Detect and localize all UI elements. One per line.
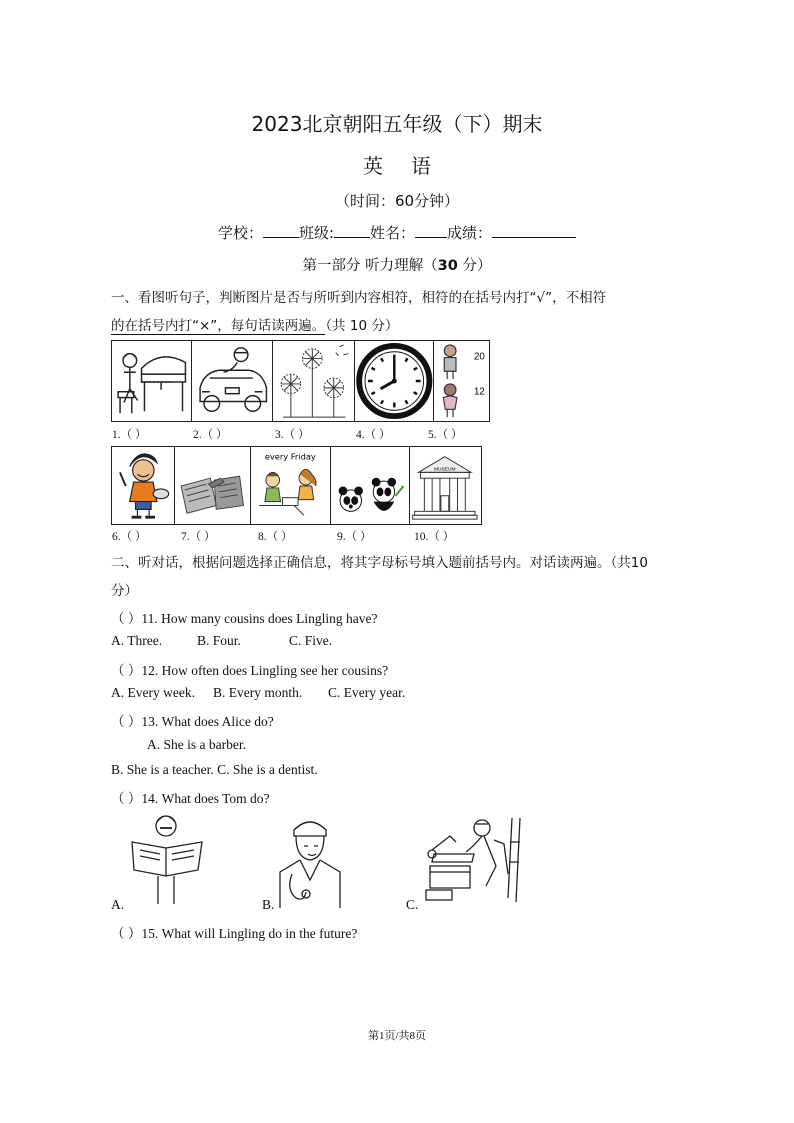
museum-sign: MUSEUM bbox=[434, 467, 456, 473]
q11-option-b: B. Four. bbox=[197, 633, 241, 648]
q7-label: 7.（ ） bbox=[181, 531, 216, 543]
q11-option-a: A. Three. bbox=[111, 633, 163, 648]
question-11: （ ）11. How many cousins does Lingling have? bbox=[111, 611, 378, 626]
doctor-picture bbox=[270, 812, 350, 910]
subject-title: 英语 bbox=[363, 154, 459, 178]
question-14: （ ）14. What does Tom do? bbox=[111, 791, 270, 806]
every-friday-caption: every Friday bbox=[265, 451, 317, 462]
q4-label: 4.（ ） bbox=[356, 429, 391, 441]
museum-picture bbox=[410, 447, 481, 524]
age-kids-picture bbox=[434, 341, 489, 421]
desk-writer-picture bbox=[424, 812, 528, 910]
question-13: （ ）13. What does Alice do? bbox=[111, 714, 274, 729]
school-blank bbox=[263, 223, 299, 238]
pandas-picture bbox=[331, 447, 411, 524]
q14-option-c: C. bbox=[406, 897, 419, 912]
q12-option-b: B. Every month. bbox=[213, 685, 303, 700]
newspaper-reader-picture bbox=[128, 812, 206, 908]
name-blank bbox=[415, 223, 447, 238]
q13-option-a: A. She is a barber. bbox=[147, 737, 246, 752]
question-15: （ ）15. What will Lingling do in the future? bbox=[111, 926, 358, 941]
class-blank bbox=[334, 223, 370, 238]
q1-label: 1.（ ） bbox=[112, 429, 147, 441]
picture-row-1 bbox=[111, 340, 490, 422]
q5-label: 5.（ ） bbox=[428, 429, 463, 441]
newspaper-picture bbox=[175, 447, 252, 524]
section2-instruction-line2: 分） bbox=[111, 583, 138, 599]
q6-label: 6.（ ） bbox=[112, 531, 147, 543]
q2-label: 2.（ ） bbox=[193, 429, 228, 441]
q13-options-bc: B. She is a teacher. C. She is a dentist. bbox=[111, 762, 318, 777]
piano-girl-picture bbox=[112, 341, 192, 421]
name-label: 姓名： bbox=[370, 224, 416, 242]
page-footer: 第1页/共8页 bbox=[367, 1030, 427, 1042]
q11-option-c: C. Five. bbox=[289, 633, 333, 648]
q10-label: 10.（ ） bbox=[414, 531, 455, 543]
dandelion-picture bbox=[273, 341, 355, 421]
clock-picture bbox=[355, 341, 435, 421]
q14-option-a: A. bbox=[111, 897, 125, 912]
score-label: 成绩： bbox=[447, 224, 493, 242]
part1-heading: 第一部分 听力理解（30 分） bbox=[302, 258, 492, 274]
q12-option-c: C. Every year. bbox=[328, 685, 406, 700]
car-driver-picture bbox=[192, 341, 274, 421]
student-info-line bbox=[0, 222, 794, 243]
q8-label: 8.（ ） bbox=[258, 531, 293, 543]
score-blank bbox=[492, 223, 576, 238]
school-label: 学校： bbox=[217, 224, 263, 242]
kids-reading-picture bbox=[251, 447, 331, 524]
age-label-12: 12 bbox=[474, 386, 486, 398]
picture-row-2 bbox=[111, 446, 482, 525]
q14-option-b: B. bbox=[262, 897, 275, 912]
exam-time: （时间：60分钟） bbox=[334, 192, 460, 210]
q3-label: 3.（ ） bbox=[275, 429, 310, 441]
section2-instruction-line1: 二、听对话，根据问题选择正确信息，将其字母标号填入题前括号内。对话读两遍。（共10 bbox=[111, 555, 648, 571]
boy-painter-picture bbox=[112, 447, 175, 524]
age-label-20: 20 bbox=[474, 351, 486, 363]
exam-title: 2023北京朝阳五年级（下）期末 bbox=[251, 112, 543, 136]
section1-instruction-line2: 的在括号内打“×”，每句话读两遍。（共 10 分） bbox=[111, 318, 399, 334]
section1-instruction-line1: 一、看图听句子，判断图片是否与所听到内容相符，相符的在括号内打“√”，不相符 bbox=[111, 290, 607, 306]
question-12: （ ）12. How often does Lingling see her cousins? bbox=[111, 663, 389, 678]
class-label: 班级: bbox=[298, 224, 335, 242]
q9-label: 9.（ ） bbox=[337, 531, 372, 543]
q12-option-a: A. Every week. bbox=[111, 685, 195, 700]
